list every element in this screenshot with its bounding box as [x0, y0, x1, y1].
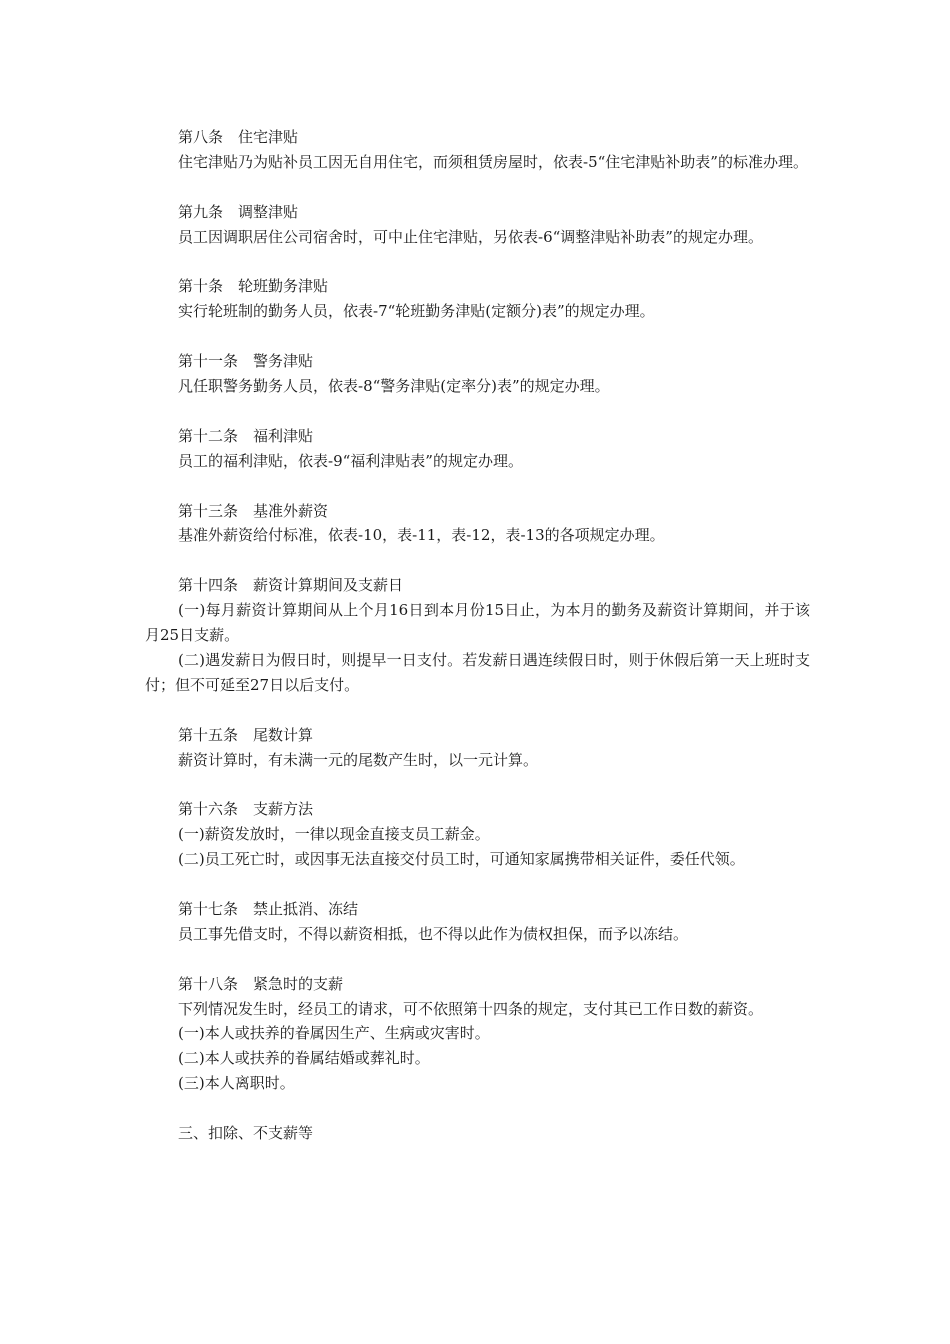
article-paragraph: 凡任职警务勤务人员，依表-8“警务津贴(定率分)表”的规定办理。 [178, 377, 610, 396]
article-18 [145, 972, 810, 1097]
article-paragraph: (二)本人或扶养的眷属结婚或葬礼时。 [178, 1049, 430, 1068]
article-9 [145, 200, 810, 250]
article-paragraph: (二)遇发薪日为假日时，则提早一日支付。若发薪日遇连续假日时，则于休假后第一天上班时支付；但不可延至27日以后支付。 [145, 650, 810, 694]
article-13 [145, 499, 810, 549]
article-heading: 第九条 调整津贴 [178, 202, 299, 221]
article-paragraph: (一)薪资发放时，一律以现金直接支员工薪金。 [178, 825, 490, 844]
article-paragraph: (一)每月薪资计算期间从上个月16日到本月份15日止，为本月的勤务及薪资计算期间，并于该月25日支薪。 [145, 601, 810, 645]
article-heading: 第十二条 福利津贴 [178, 426, 314, 445]
article-15 [145, 723, 810, 773]
article-paragraph: 基准外薪资给付标准，依表-10，表-11，表-12，表-13的各项规定办理。 [178, 526, 665, 545]
chapter-heading: 三、扣除、不支薪等 [178, 1124, 314, 1143]
article-heading: 第十四条 薪资计算期间及支薪日 [178, 576, 404, 595]
article-paragraph: 员工的福利津贴，依表-9“福利津贴表”的规定办理。 [178, 451, 523, 470]
chapter-3-heading [145, 1121, 810, 1146]
article-paragraph: (三)本人离职时。 [178, 1074, 295, 1093]
article-heading: 第十条 轮班勤务津贴 [178, 277, 329, 296]
article-heading: 第八条 住宅津贴 [178, 128, 299, 146]
article-paragraph: 员工事先借支时，不得以薪资相抵，也不得以此作为债权担保，而予以冻结。 [178, 924, 689, 943]
article-paragraph: 薪资计算时，有未满一元的尾数产生时，以一元计算。 [178, 750, 539, 769]
article-heading: 第十五条 尾数计算 [178, 725, 314, 744]
article-16 [145, 797, 810, 872]
article-paragraph: 下列情况发生时，经员工的请求，可不依照第十四条的规定，支付其已工作日数的薪资。 [178, 999, 764, 1018]
article-14 [145, 573, 810, 698]
article-8 [145, 125, 810, 175]
article-paragraph: (二)员工死亡时，或因事无法直接交付员工时，可通知家属携带相关证件，委任代领。 [178, 850, 745, 869]
article-12 [145, 424, 810, 474]
article-paragraph: 住宅津贴乃为贴补员工因无自用住宅，而须租赁房屋时，依表-5“住宅津贴补助表”的标准办理。 [178, 152, 808, 171]
article-paragraph: (一)本人或扶养的眷属因生产、生病或灾害时。 [178, 1024, 490, 1043]
article-11 [145, 349, 810, 399]
article-heading: 第十七条 禁止抵消、冻结 [178, 899, 359, 918]
article-heading: 第十八条 紧急时的支薪 [178, 974, 344, 993]
document-body [145, 125, 810, 1146]
article-10 [145, 274, 810, 324]
article-heading: 第十三条 基准外薪资 [178, 501, 329, 520]
article-17 [145, 897, 810, 947]
article-heading: 第十六条 支薪方法 [178, 800, 314, 819]
article-heading: 第十一条 警务津贴 [178, 352, 314, 371]
article-paragraph: 实行轮班制的勤务人员，依表-7“轮班勤务津贴(定额分)表”的规定办理。 [178, 302, 655, 321]
article-paragraph: 员工因调职居住公司宿舍时，可中止住宅津贴，另依表-6“调整津贴补助表”的规定办理。 [178, 227, 763, 246]
